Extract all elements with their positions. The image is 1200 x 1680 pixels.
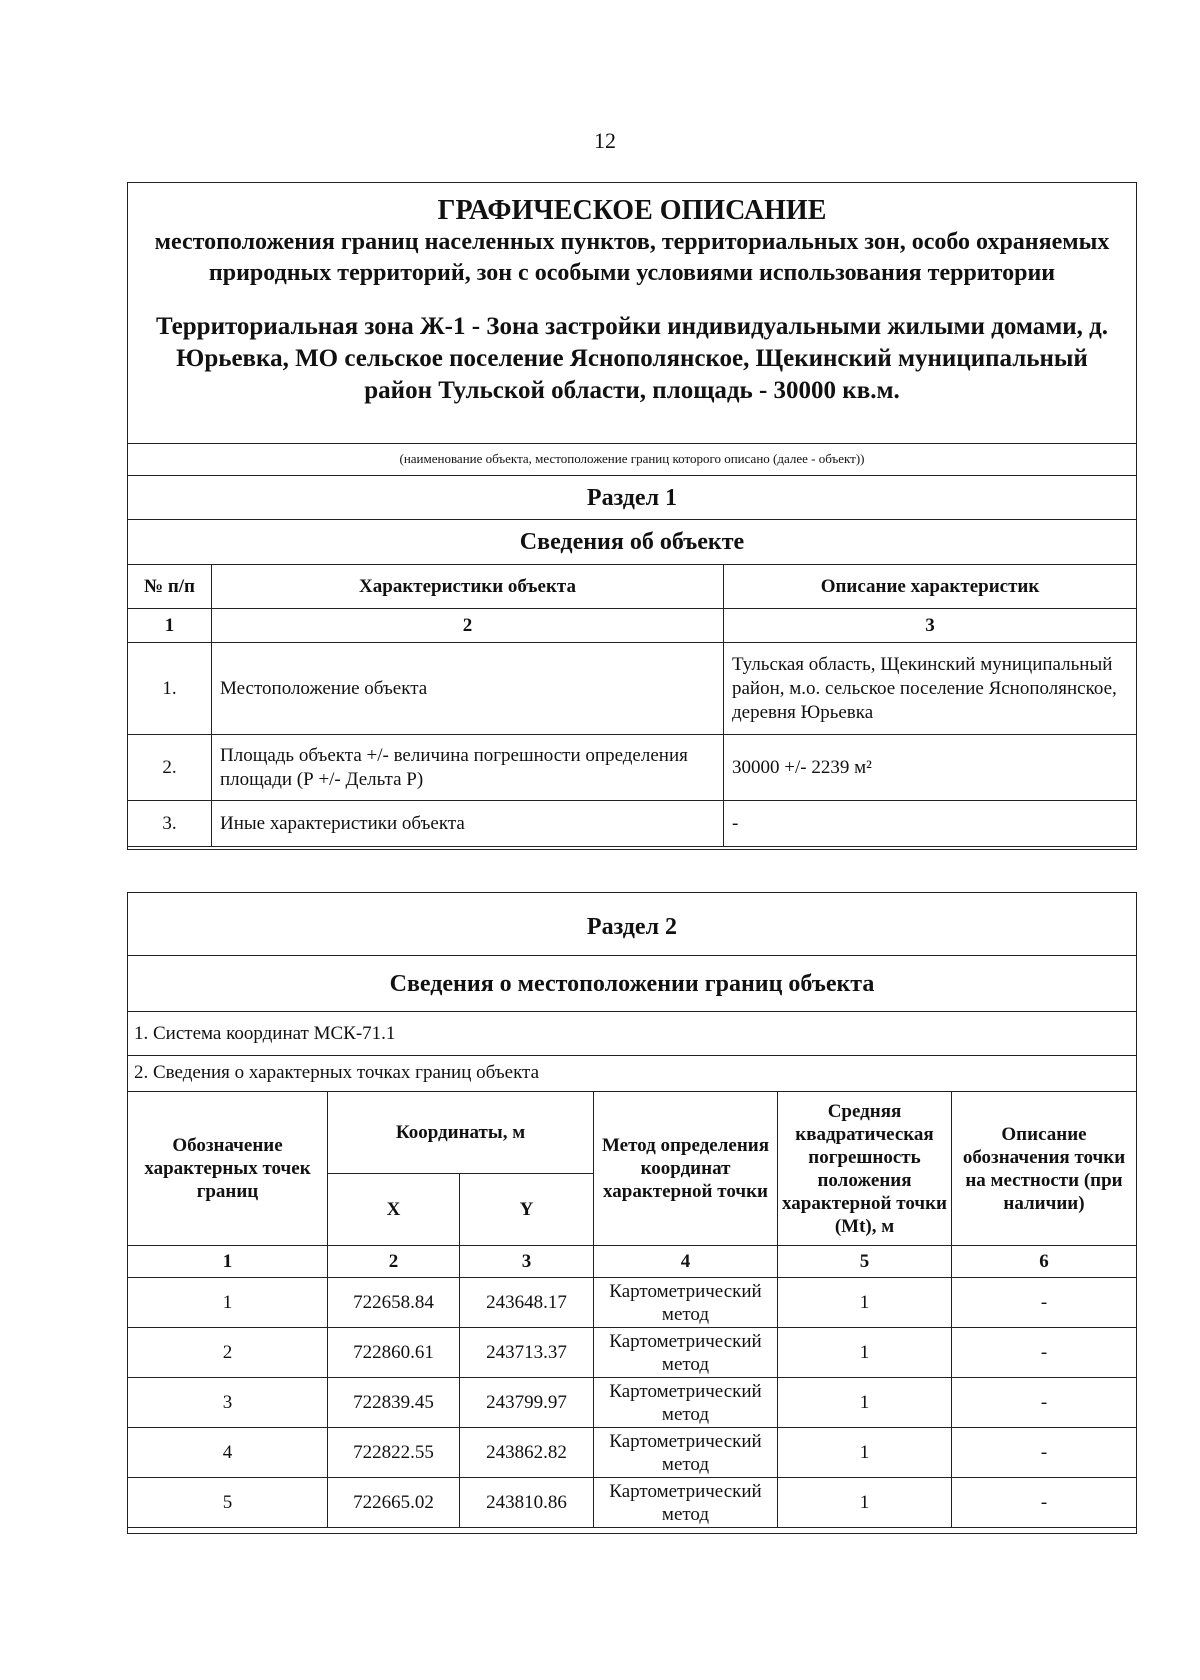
- point-desc: -: [952, 1328, 1137, 1378]
- document-subtitle: местоположения границ населенных пунктов, территориальных зон, особо охраняемых природных территорий, зон с особыми условиями использования территории: [154, 229, 1110, 286]
- section2-title: Раздел 2: [586, 914, 678, 940]
- point-x: 722658.84: [328, 1278, 460, 1328]
- point-mt: 1: [778, 1428, 952, 1478]
- boundary-points-table: [127, 1091, 1137, 1528]
- index-cell: 5: [778, 1246, 952, 1278]
- point-method: Картометрический метод: [594, 1378, 778, 1428]
- point-desc: -: [952, 1378, 1137, 1428]
- table-header-row: [128, 565, 1137, 609]
- point-method: Картометрический метод: [594, 1428, 778, 1478]
- title-block: [128, 195, 1136, 407]
- header-coordinates: Координаты, м: [328, 1092, 594, 1174]
- header-characteristic: Характеристики объекта: [212, 565, 724, 609]
- section1-box: [127, 182, 1137, 850]
- table-header-row: [128, 1092, 1137, 1174]
- header-method: Метод определения координат характерной точки: [594, 1092, 778, 1246]
- index-cell: 3: [460, 1246, 594, 1278]
- point-mt: 1: [778, 1278, 952, 1328]
- table-row: [128, 1428, 1137, 1478]
- index-cell: 6: [952, 1246, 1137, 1278]
- table-row: [128, 1478, 1137, 1528]
- row-characteristic: Площадь объекта +/- величина погрешности определения площади (Р +/- Дельта Р): [212, 735, 724, 801]
- coordinate-system: 1. Система координат МСК-71.1: [128, 1011, 1136, 1055]
- header-error: Средняя квадратическая погрешность положения характерной точки (Mt), м: [778, 1092, 952, 1246]
- header-designation: Обозначение характерных точек границ: [128, 1092, 328, 1246]
- table-index-row: [128, 609, 1137, 643]
- object-caption: (наименование объекта, местоположение границ которого описано (далее - объект)): [128, 443, 1136, 474]
- points-caption: 2. Сведения о характерных точках границ объекта: [128, 1055, 1136, 1091]
- point-x: 722839.45: [328, 1378, 460, 1428]
- point-y: 243862.82: [460, 1428, 594, 1478]
- table-row: [128, 1278, 1137, 1328]
- row-characteristic: Местоположение объекта: [212, 643, 724, 735]
- row-num: 2.: [128, 735, 212, 801]
- zone-title: Территориальная зона Ж-1 - Зона застройки индивидуальными жилыми домами, д. Юрьевка, МО сельское поселение Яснополянское, Щекинский муниципальный район Тульской области, площадь - 30000 кв.м.: [155, 313, 1109, 404]
- document-title: ГРАФИЧЕСКОЕ ОПИСАНИЕ: [437, 195, 827, 226]
- point-id: 4: [128, 1428, 328, 1478]
- table-row: [128, 643, 1137, 735]
- point-mt: 1: [778, 1328, 952, 1378]
- row-num: 3.: [128, 801, 212, 847]
- table-index-row: [128, 1246, 1137, 1278]
- point-method: Картометрический метод: [594, 1478, 778, 1528]
- point-y: 243810.86: [460, 1478, 594, 1528]
- row-description: 30000 +/- 2239 м²: [724, 735, 1137, 801]
- row-description: Тульская область, Щекинский муниципальный район, м.о. сельское поселение Яснополянское, деревня Юрьевка: [724, 643, 1137, 735]
- table-row: [128, 1328, 1137, 1378]
- section2-box: [127, 892, 1137, 1534]
- point-method: Картометрический метод: [594, 1328, 778, 1378]
- index-cell: 2: [328, 1246, 460, 1278]
- point-id: 2: [128, 1328, 328, 1378]
- row-num: 1.: [128, 643, 212, 735]
- index-cell: 1: [128, 1246, 328, 1278]
- header-x: X: [328, 1174, 460, 1246]
- section2-subtitle: Сведения о местоположении границ объекта: [128, 955, 1136, 1012]
- index-cell: 2: [212, 609, 724, 643]
- header-num: № п/п: [128, 565, 212, 609]
- point-x: 722860.61: [328, 1328, 460, 1378]
- table-row: [128, 801, 1137, 847]
- index-cell: 1: [128, 609, 212, 643]
- object-info-table: [127, 564, 1137, 847]
- section1-subtitle: Сведения об объекте: [128, 519, 1136, 565]
- index-cell: 3: [724, 609, 1137, 643]
- index-cell: 4: [594, 1246, 778, 1278]
- point-y: 243713.37: [460, 1328, 594, 1378]
- point-id: 5: [128, 1478, 328, 1528]
- point-id: 3: [128, 1378, 328, 1428]
- row-description: -: [724, 801, 1137, 847]
- header-description: Описание характеристик: [724, 565, 1137, 609]
- point-y: 243799.97: [460, 1378, 594, 1428]
- table-row: [128, 735, 1137, 801]
- table-row: [128, 1378, 1137, 1428]
- header-point-description: Описание обозначения точки на местности (при наличии): [952, 1092, 1137, 1246]
- row-characteristic: Иные характеристики объекта: [212, 801, 724, 847]
- point-mt: 1: [778, 1478, 952, 1528]
- point-desc: -: [952, 1428, 1137, 1478]
- page-number: 12: [594, 128, 616, 153]
- section1-title: Раздел 1: [128, 475, 1136, 520]
- point-x: 722665.02: [328, 1478, 460, 1528]
- point-method: Картометрический метод: [594, 1278, 778, 1328]
- point-x: 722822.55: [328, 1428, 460, 1478]
- point-mt: 1: [778, 1378, 952, 1428]
- point-id: 1: [128, 1278, 328, 1328]
- point-y: 243648.17: [460, 1278, 594, 1328]
- point-desc: -: [952, 1278, 1137, 1328]
- header-y: Y: [460, 1174, 594, 1246]
- point-desc: -: [952, 1478, 1137, 1528]
